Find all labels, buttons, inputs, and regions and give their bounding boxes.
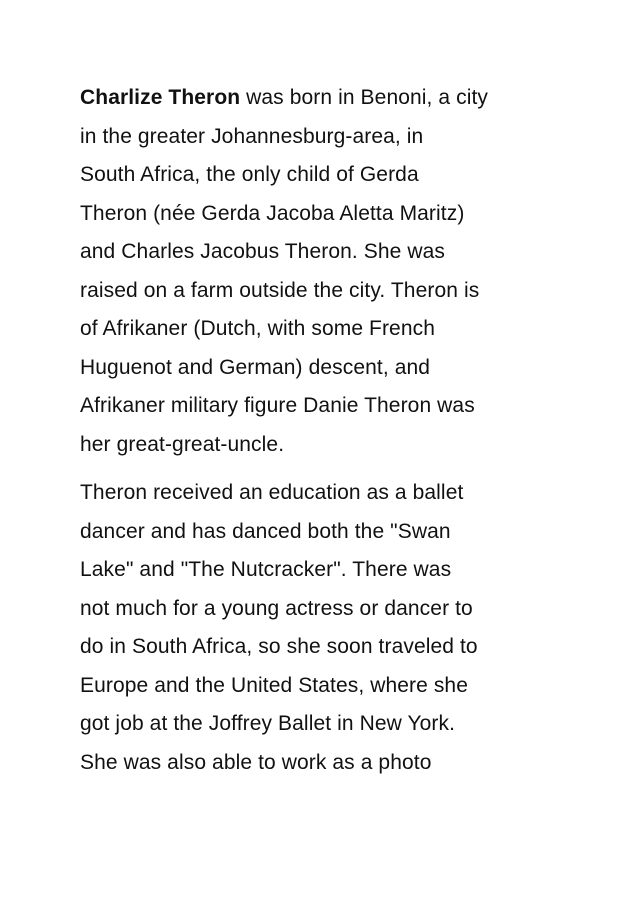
text-line: do in South Africa, so she soon traveled to [80,635,478,658]
text-line: raised on a farm outside the city. Theron is [80,278,480,302]
text-line: dancer and has danced both the "Swan [80,519,451,543]
paragraph-1 [80,79,580,464]
text-line: and Charles Jacobus Theron. She was [80,240,445,263]
text-line: Charlize Theron was born in Benoni, a city [80,86,489,109]
paragraph-2 [80,474,580,782]
text-line: South Africa, the only child of Gerda [80,163,419,186]
text-line: not much for a young actress or dancer to [80,596,473,620]
text-line: Lake" and "The Nutcracker". There was [80,558,452,581]
text-line: Huguenot and German) descent, and [80,355,431,379]
text-line: in the greater Johannesburg-area, in [80,124,424,148]
text-line: of Afrikaner (Dutch, with some French [80,317,435,340]
text-line: Theron (née Gerda Jacoba Aletta Maritz) [80,201,465,225]
bold-name: Charlize Theron [80,86,241,109]
text-line: Afrikaner military figure Danie Theron was [80,394,475,417]
text-line: She was also able to work as a photo [80,750,432,774]
text-line: Europe and the United States, where she [80,673,468,697]
text-line: her great-great-uncle. [80,432,285,456]
text-line: Theron received an education as a ballet [80,481,464,504]
text-line: got job at the Joffrey Ballet in New York. [80,712,456,735]
document-body [80,79,580,782]
